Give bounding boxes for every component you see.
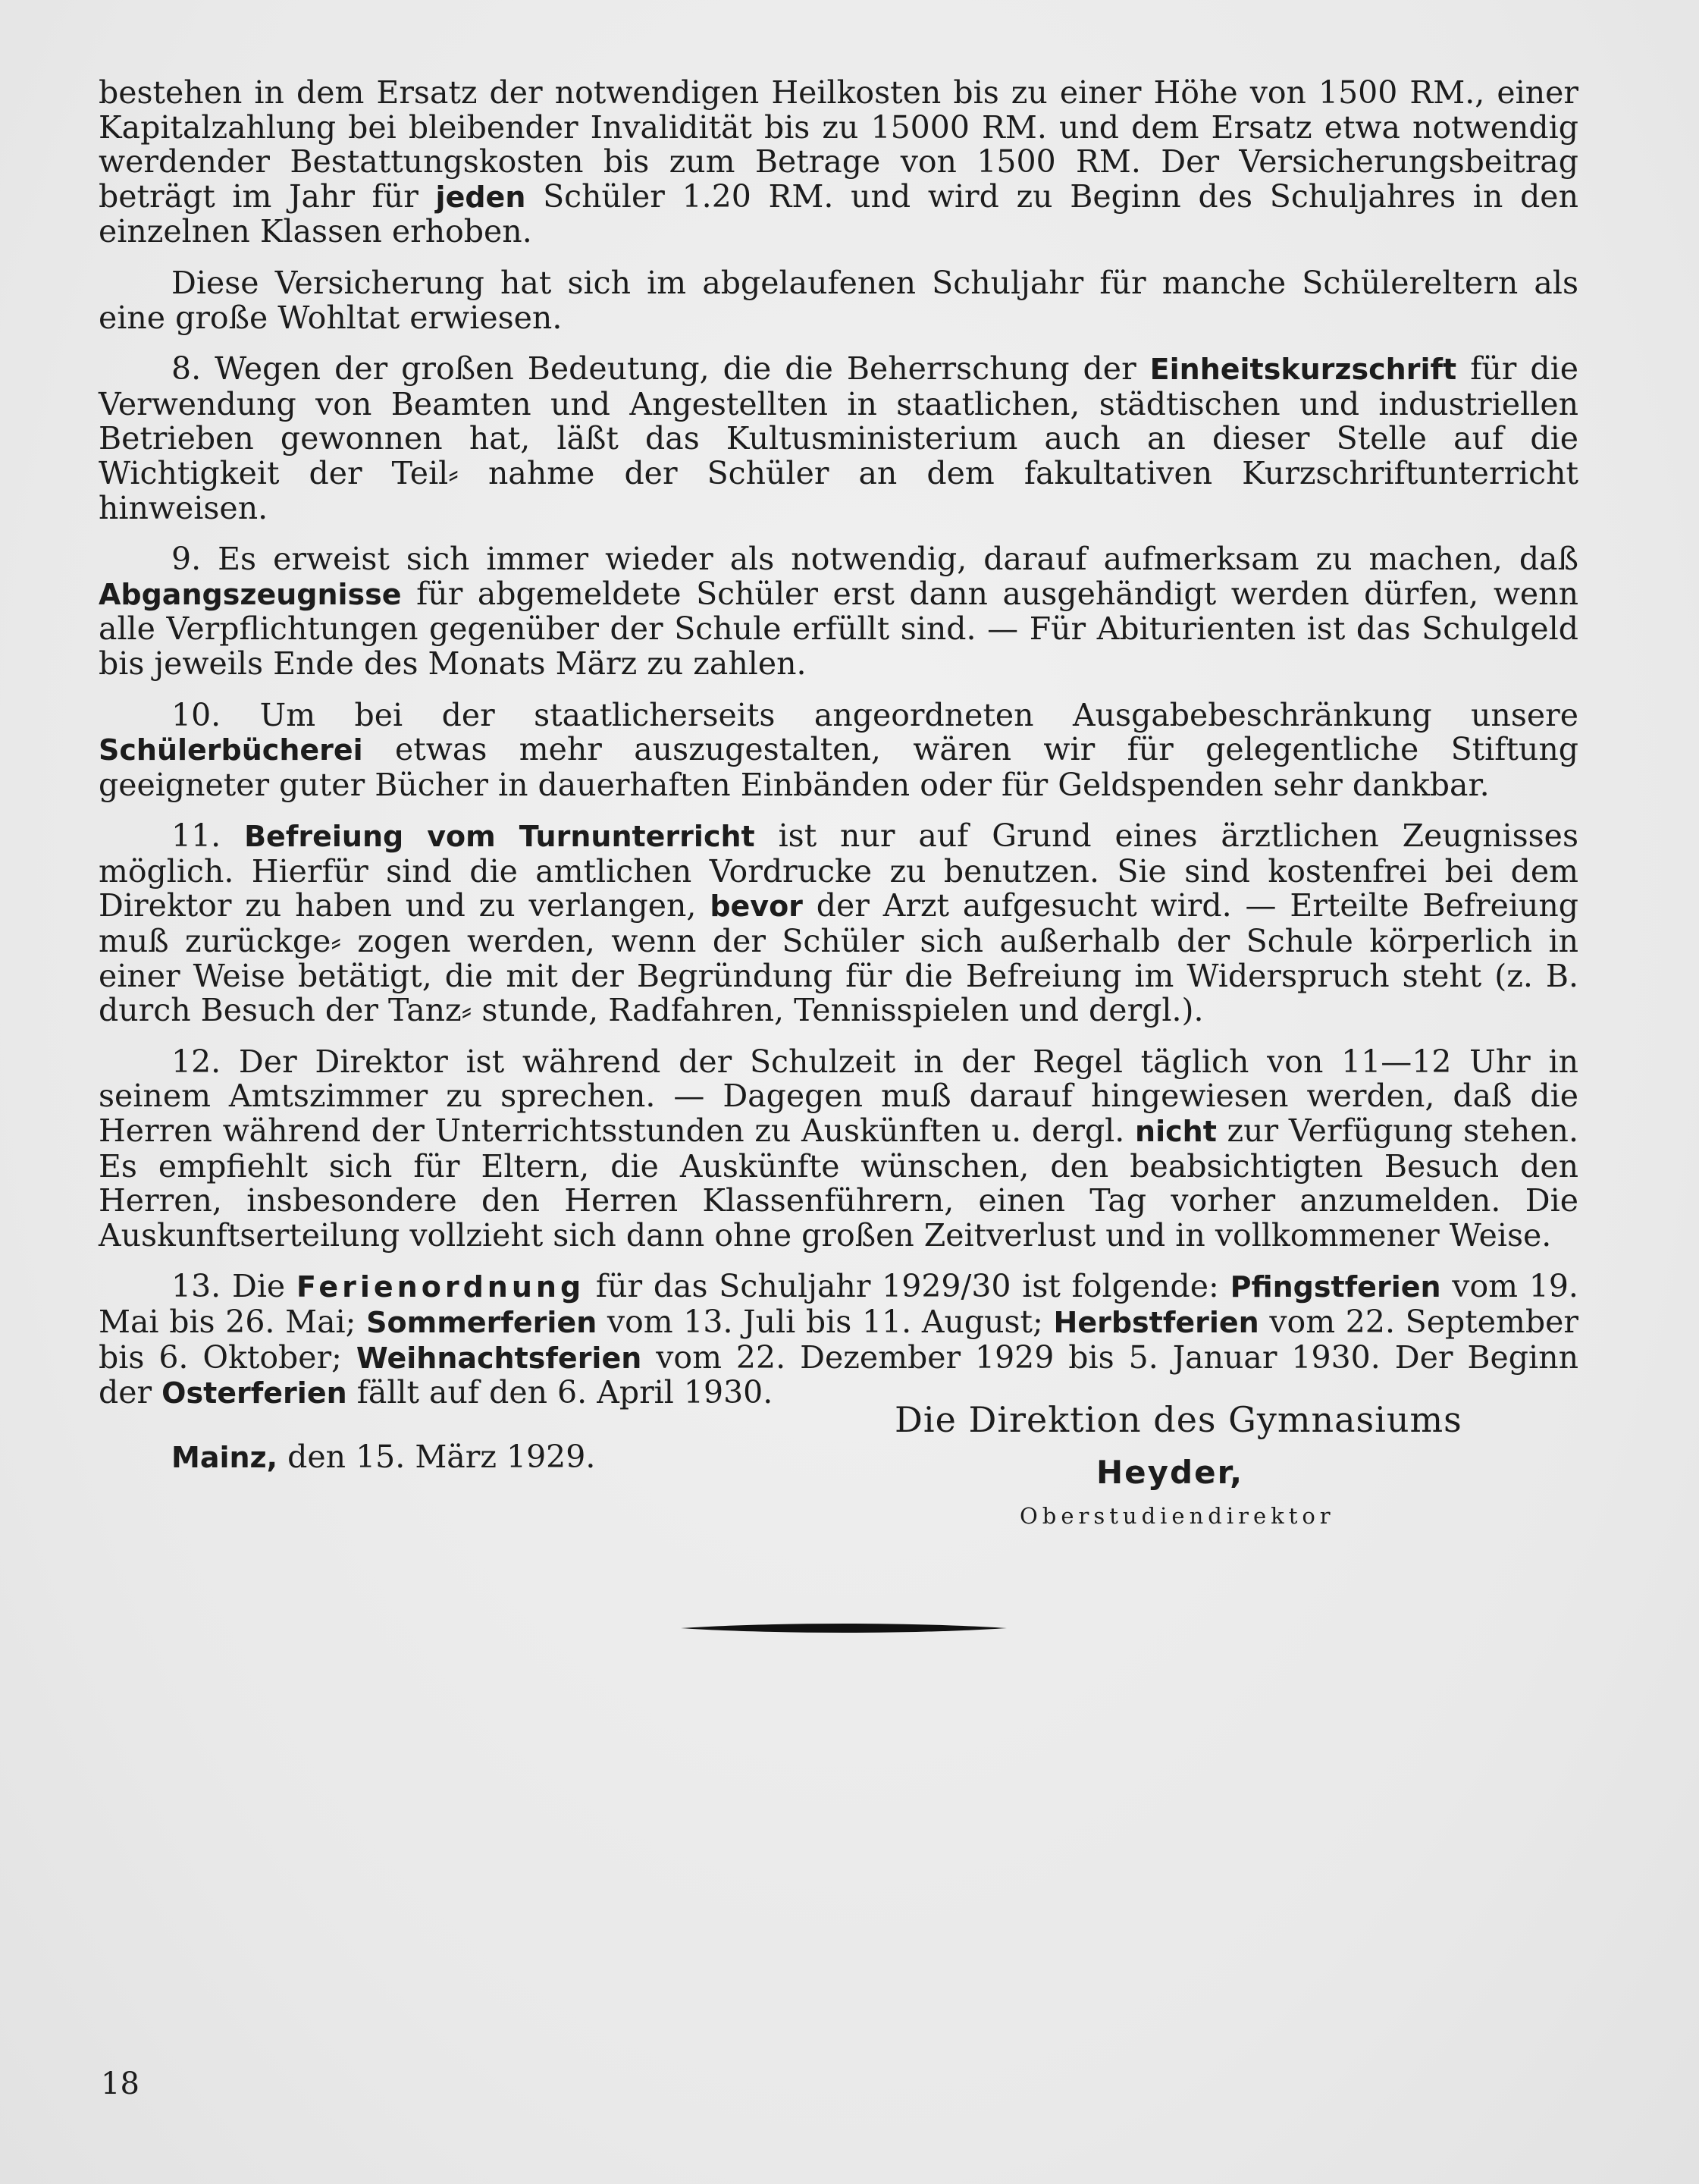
bold-text: jeden [435,180,526,214]
text: bestehen in dem Ersatz der notwendigen Heilkosten bis zu einer Höhe von 1500 RM., einer Kapitalzahlung bei bleibender Invalidität bis zu 15000 RM. und dem Ersatz etwa notwendig werdender Bestattungskosten bis zum Betrage von 1500 RM. Der Versicherungsbeitrag beträgt im Jahr für [99,74,1578,215]
text: für die Verwendung von Beamten und Angestellten in staatlichen, städtischen und industriellen Betrieben gewonnen hat, läßt das Kultusministerium auch an dieser Stelle auf die Wichtigkeit der Teil⸗ nahme der Schüler an dem fakultativen Kurzschriftunterricht hinweisen. [99,350,1578,526]
bold-text: Herbstferien [1053,1306,1259,1339]
paragraph-insurance-benefit [99,266,1578,335]
text: 8. Wegen der großen Bedeutung, die die Beherrschung der [171,350,1136,388]
text: ist nur auf Grund eines ärztlichen Zeugnisses möglich. Hierfür sind die amtlichen Vordrucke zu benutzen. Sie sind kostenfrei bei dem Direktor zu haben und zu verlangen, [99,817,1578,924]
text: 9. Es erweist sich immer wieder als notwendig, darauf aufmerksam zu machen, daß [171,541,1578,578]
bold-text: Osterferien [161,1376,347,1410]
paragraph-8-shorthand [99,352,1578,526]
text: zur Verfügung stehen. Es empfiehlt sich für Eltern, die Auskünfte wünschen, den beabsichtigten Besuch den Herren, insbesondere den Herren Klassenführern, einen Tag vorher anzumelden. Die Auskunftserteilung vollzieht sich dann ohne großen Zeitverlust und in vollkommener Weise. [99,1112,1578,1254]
bold-text: nicht [1135,1115,1217,1149]
bold-text: Einheitskurzschrift [1149,353,1457,387]
paragraph-11-gym-exemption [99,819,1578,1028]
page-number: 18 [101,2066,139,2101]
paragraph-13-holidays [99,1269,1578,1410]
bold-text: Weihnachtsferien [356,1341,642,1375]
text: Diese Versicherung hat sich im abgelaufenen Schuljahr für manche Schülereltern als eine große Wohltat erwiesen. [99,264,1578,336]
paragraph-9-leaving-certificates [99,542,1578,681]
text: für abgemeldete Schüler erst dann ausgehändigt werden dürfen, wenn alle Verpflichtungen gegenüber der Schule erfüllt sind. — Für Abiturienten ist das Schulgeld bis jeweils Ende des Monats März zu zahlen. [99,575,1578,682]
signature-block [895,1399,1531,1529]
text: 10. Um bei der staatlicherseits angeordneten Ausgabebeschränkung unsere [171,696,1578,733]
text: der Arzt aufgesucht wird. — Erteilte Befreiung muß zurückge⸗ zogen werden, wenn der Schüler sich außerhalb der Schule körperlich in einer Weise betätigt, die mit der Begründung für die Befreiung im Widerspruch steht (z. B. durch Besuch der Tanz⸗ stunde, Radfahren, Tennisspielen und dergl.). [99,887,1578,1029]
bold-text: Abgangszeugnisse [99,577,402,611]
text: vom 22. September bis 6. Oktober; [99,1304,1578,1376]
text: 12. Der Direktor ist während der Schulzeit in der Regel täglich von 11—12 Uhr in seinem Amtszimmer zu sprechen. — Dagegen muß darauf hingewiesen werden, daß die Herren während der Unterrichtsstunden zu Auskünften u. dergl. [99,1043,1578,1150]
paragraph-10-library [99,698,1578,803]
bold-text: Ferienordnung [296,1270,585,1304]
text: vom 19. Mai bis 26. Mai; [99,1268,1578,1340]
text: vom 22. Dezember 1929 bis 5. Januar 1930. Der Beginn der [99,1338,1578,1411]
signature-title: Oberstudiendirektor [1020,1503,1335,1529]
date: den 15. März 1929. [287,1438,596,1475]
bold-text: Schülerbücherei [99,733,363,767]
paragraph-12-director-hours [99,1045,1578,1254]
text: etwas mehr auszugestalten, wären wir für gelegentliche Stiftung geeigneter guter Bücher in dauerhaften Einbänden oder für Geldspenden sehr dankbar. [99,731,1578,803]
bold-text: Befreiung vom Turnunterricht [244,820,755,854]
text: vom 13. Juli bis 11. August; [607,1304,1043,1340]
bold-text: Pfingstferien [1230,1270,1441,1304]
place: Mainz, [171,1440,278,1474]
signature-institution: Die Direktion des Gymnasiums [895,1399,1462,1440]
body-text [99,76,1578,1475]
paragraph-insurance-terms [99,76,1578,249]
bold-text: bevor [710,890,803,924]
end-rule-divider [681,1623,1007,1633]
bold-text: Sommerferien [366,1306,597,1339]
text: für das Schuljahr 1929/30 ist folgende: [595,1268,1219,1305]
text: 11. [171,817,221,855]
text: fällt auf den 6. April 1930. [356,1374,773,1411]
text: 13. Die [171,1268,286,1305]
signature-name: Heyder, [1096,1454,1244,1491]
text: Schüler 1.20 RM. und wird zu Beginn des Schuljahres in den einzelnen Klassen erhoben. [99,177,1578,250]
